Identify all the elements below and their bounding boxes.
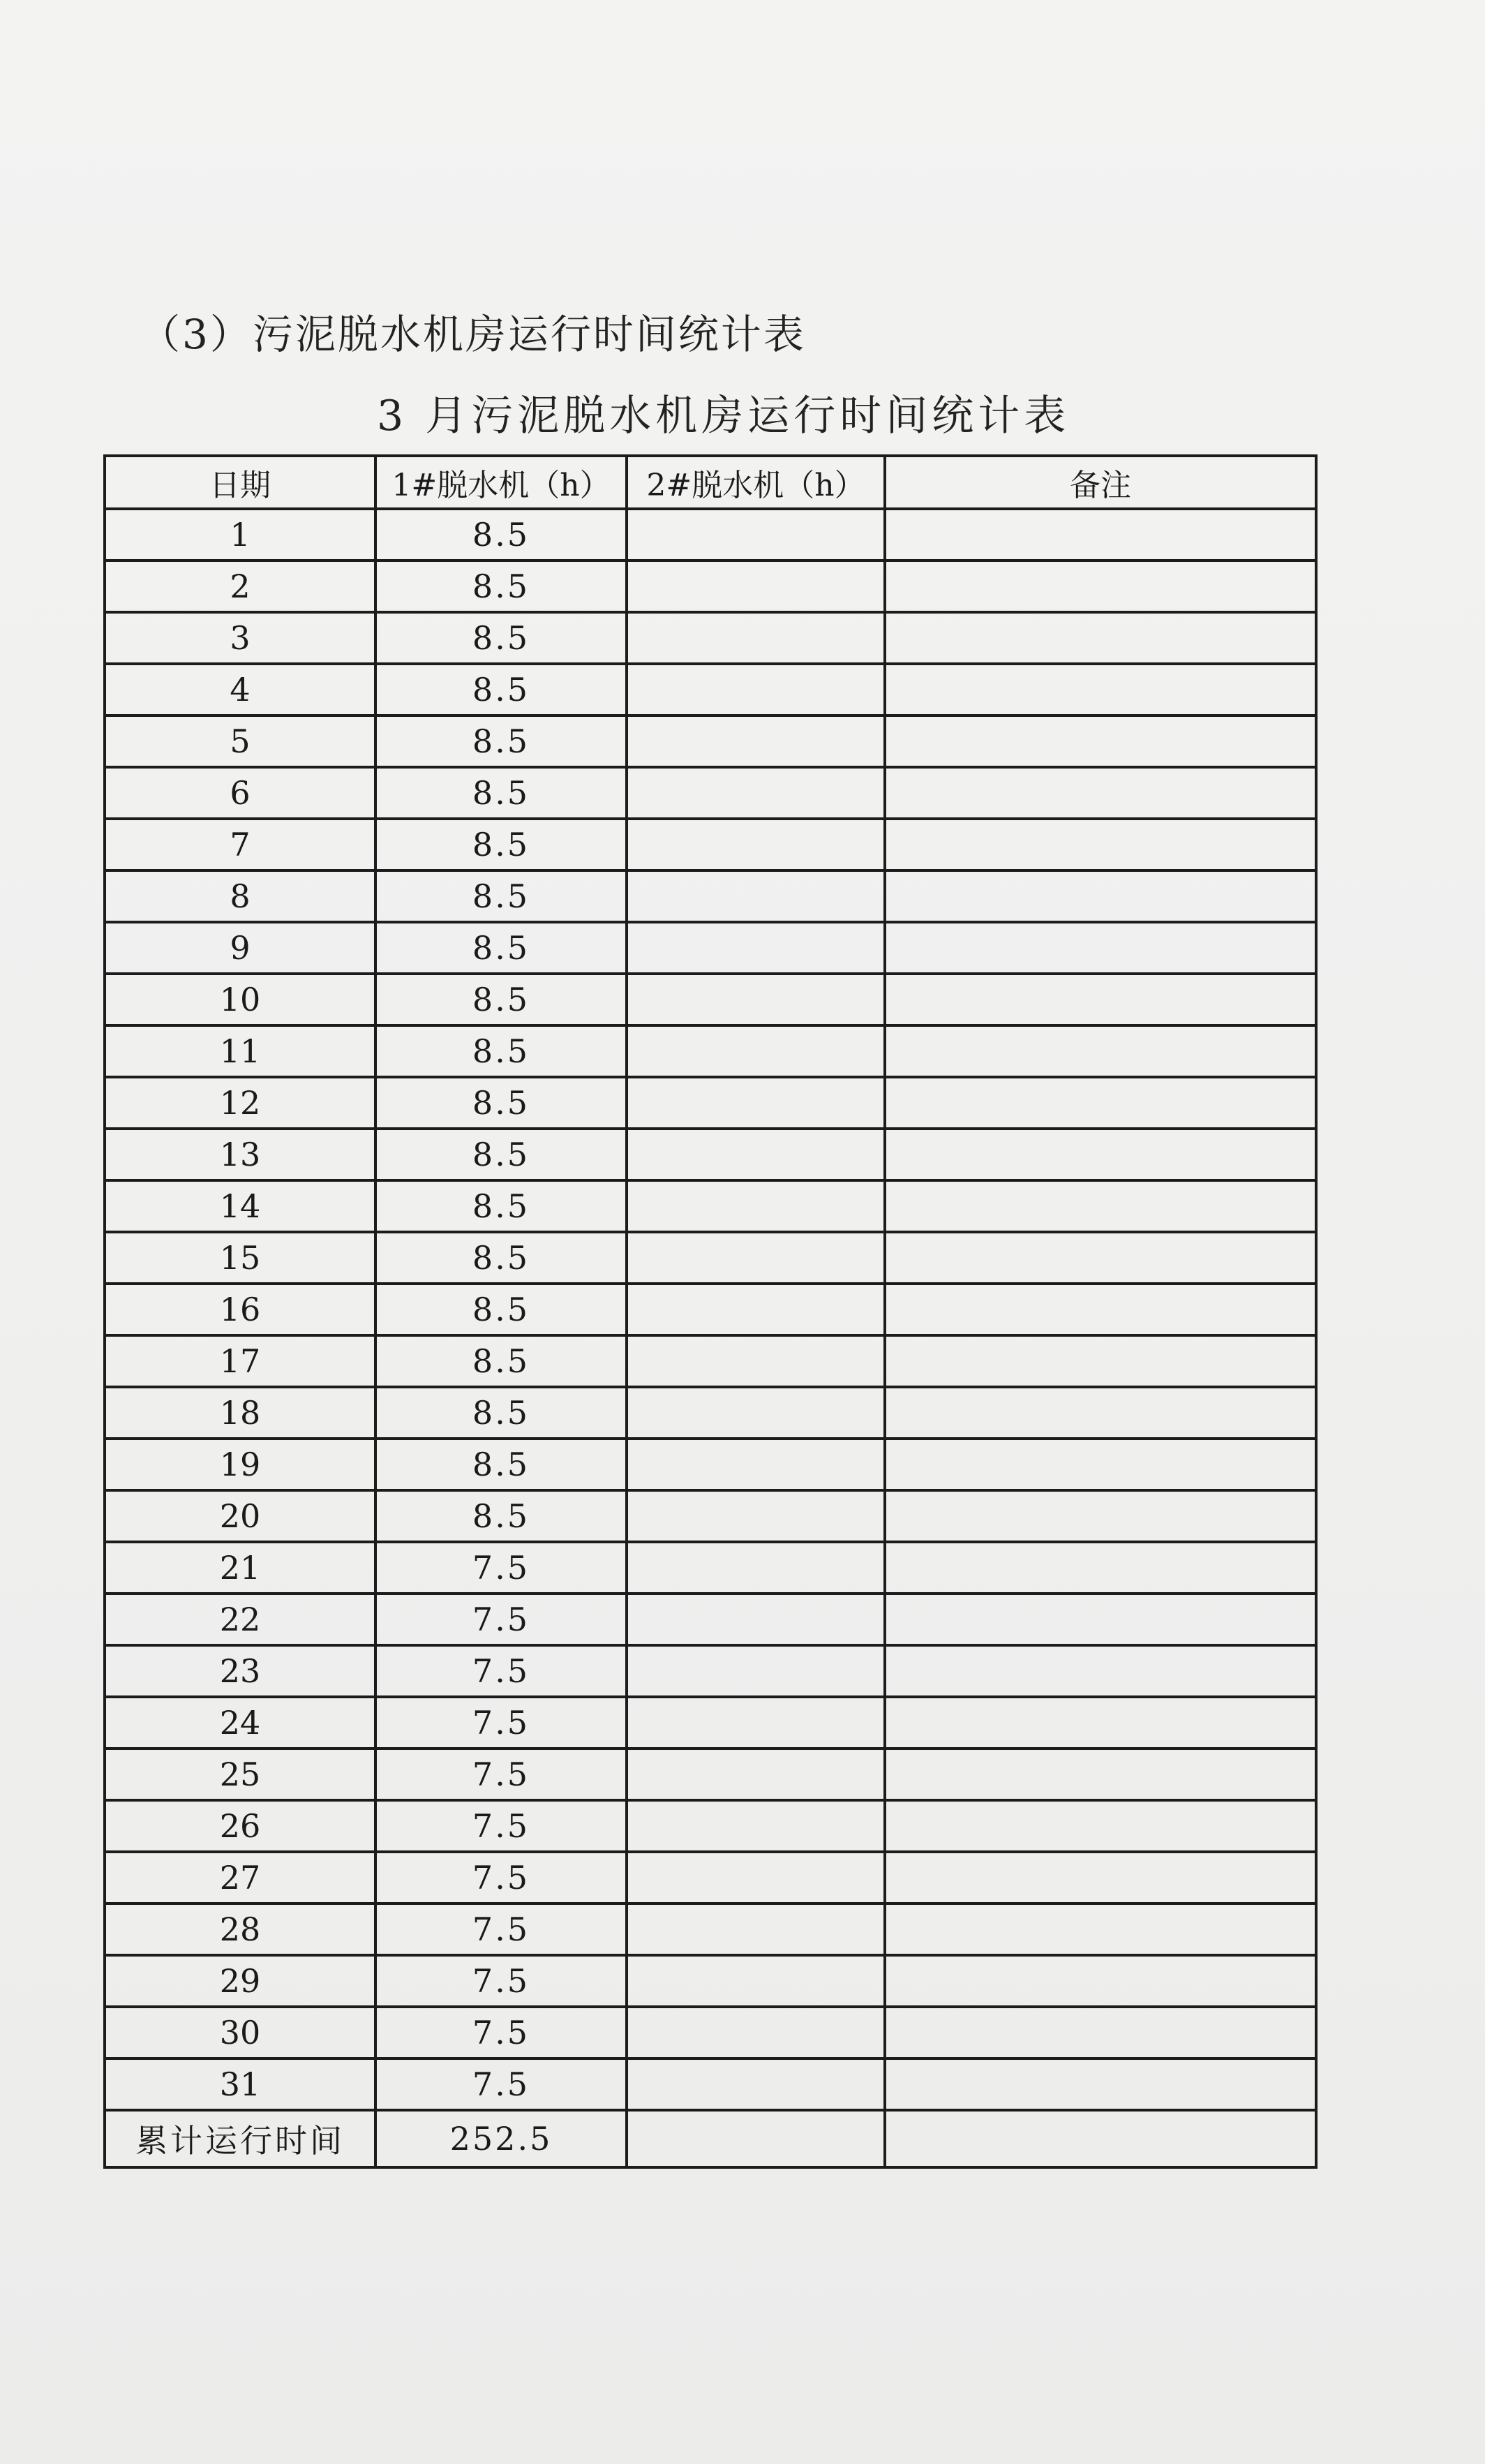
cell-machine2 (627, 870, 885, 922)
cell-date: 7 (105, 819, 375, 870)
table-row (105, 1490, 1316, 1542)
total-machine2 (627, 2110, 885, 2167)
cell-machine1: 7.5 (375, 1645, 627, 1697)
cell-remarks (885, 509, 1316, 561)
cell-date: 19 (105, 1439, 375, 1490)
cell-machine1: 8.5 (375, 509, 627, 561)
cell-remarks (885, 715, 1316, 767)
cell-machine1: 7.5 (375, 1697, 627, 1749)
cell-date: 31 (105, 2058, 375, 2110)
cell-date: 8 (105, 870, 375, 922)
cell-machine1: 8.5 (375, 1180, 627, 1232)
cell-machine2 (627, 1439, 885, 1490)
cell-date: 13 (105, 1129, 375, 1180)
cell-remarks (885, 1335, 1316, 1387)
cell-machine2 (627, 561, 885, 612)
header-remarks: 备注 (885, 456, 1316, 509)
cell-remarks (885, 1903, 1316, 1955)
cell-machine1: 8.5 (375, 1335, 627, 1387)
cell-date: 11 (105, 1025, 375, 1077)
cell-remarks (885, 1129, 1316, 1180)
cell-date: 17 (105, 1335, 375, 1387)
cell-machine2 (627, 1387, 885, 1439)
cell-machine2 (627, 1903, 885, 1955)
cell-remarks (885, 612, 1316, 664)
cell-machine1: 8.5 (375, 1387, 627, 1439)
cell-machine1: 8.5 (375, 1129, 627, 1180)
cell-machine1: 7.5 (375, 1903, 627, 1955)
header-date: 日期 (105, 456, 375, 509)
cell-remarks (885, 1697, 1316, 1749)
cell-remarks (885, 819, 1316, 870)
cell-machine2 (627, 819, 885, 870)
cell-machine2 (627, 1284, 885, 1335)
cell-machine2 (627, 1697, 885, 1749)
table-row (105, 1232, 1316, 1284)
table-row (105, 1335, 1316, 1387)
table-row (105, 1542, 1316, 1594)
cell-date: 30 (105, 2007, 375, 2058)
cell-machine2 (627, 715, 885, 767)
cell-date: 25 (105, 1749, 375, 1800)
cell-date: 23 (105, 1645, 375, 1697)
cell-date: 26 (105, 1800, 375, 1852)
table-body (105, 509, 1316, 2110)
cell-remarks (885, 2007, 1316, 2058)
cell-remarks (885, 561, 1316, 612)
cell-machine2 (627, 1542, 885, 1594)
cell-machine2 (627, 922, 885, 974)
cell-remarks (885, 1284, 1316, 1335)
header-machine1: 1#脱水机（h） (375, 456, 627, 509)
cell-machine1: 7.5 (375, 1852, 627, 1903)
total-remarks (885, 2110, 1316, 2167)
table-row (105, 1955, 1316, 2007)
cell-machine1: 8.5 (375, 922, 627, 974)
cell-machine2 (627, 1852, 885, 1903)
table-title: 3 月污泥脱水机房运行时间统计表 (377, 392, 1070, 440)
table-row (105, 715, 1316, 767)
cell-machine2 (627, 1749, 885, 1800)
table-row (105, 1284, 1316, 1335)
cell-machine2 (627, 1180, 885, 1232)
cell-remarks (885, 1180, 1316, 1232)
cell-machine2 (627, 509, 885, 561)
cell-machine1: 7.5 (375, 2058, 627, 2110)
table-row (105, 1387, 1316, 1439)
total-machine1: 252.5 (375, 2110, 627, 2167)
header-machine2: 2#脱水机（h） (627, 456, 885, 509)
table-row (105, 922, 1316, 974)
cell-machine1: 8.5 (375, 974, 627, 1025)
table-row (105, 974, 1316, 1025)
cell-remarks (885, 1232, 1316, 1284)
table-row (105, 1439, 1316, 1490)
cell-machine2 (627, 1025, 885, 1077)
cell-remarks (885, 1749, 1316, 1800)
cell-machine1: 8.5 (375, 715, 627, 767)
table-row (105, 2007, 1316, 2058)
cell-machine2 (627, 1232, 885, 1284)
cell-machine2 (627, 2058, 885, 2110)
cell-date: 2 (105, 561, 375, 612)
cell-date: 4 (105, 664, 375, 715)
cell-machine1: 7.5 (375, 1542, 627, 1594)
cell-machine1: 8.5 (375, 1284, 627, 1335)
table-row (105, 1645, 1316, 1697)
section-heading: （3）污泥脱水机房运行时间统计表 (140, 311, 806, 358)
cell-date: 21 (105, 1542, 375, 1594)
table-row (105, 1903, 1316, 1955)
cell-machine1: 8.5 (375, 1439, 627, 1490)
cell-date: 18 (105, 1387, 375, 1439)
cell-machine2 (627, 664, 885, 715)
cell-machine2 (627, 1594, 885, 1645)
total-row (105, 2110, 1316, 2167)
cell-date: 14 (105, 1180, 375, 1232)
cell-machine1: 8.5 (375, 1490, 627, 1542)
cell-remarks (885, 922, 1316, 974)
table-row (105, 1800, 1316, 1852)
cell-date: 12 (105, 1077, 375, 1129)
table-row (105, 1852, 1316, 1903)
cell-machine1: 8.5 (375, 819, 627, 870)
cell-remarks (885, 1077, 1316, 1129)
cell-machine1: 7.5 (375, 1800, 627, 1852)
cell-remarks (885, 1490, 1316, 1542)
cell-remarks (885, 1852, 1316, 1903)
cell-machine2 (627, 1800, 885, 1852)
cell-machine2 (627, 1129, 885, 1180)
cell-machine2 (627, 1335, 885, 1387)
cell-date: 22 (105, 1594, 375, 1645)
cell-date: 10 (105, 974, 375, 1025)
table-row (105, 819, 1316, 870)
cell-remarks (885, 1645, 1316, 1697)
cell-remarks (885, 664, 1316, 715)
runtime-table (103, 454, 1318, 2169)
table-row (105, 1594, 1316, 1645)
cell-machine1: 8.5 (375, 561, 627, 612)
table-row (105, 1077, 1316, 1129)
cell-machine2 (627, 1645, 885, 1697)
cell-machine2 (627, 1955, 885, 2007)
cell-machine2 (627, 974, 885, 1025)
cell-date: 5 (105, 715, 375, 767)
cell-date: 1 (105, 509, 375, 561)
cell-date: 9 (105, 922, 375, 974)
cell-machine1: 8.5 (375, 767, 627, 819)
cell-machine1: 8.5 (375, 664, 627, 715)
cell-date: 20 (105, 1490, 375, 1542)
cell-date: 15 (105, 1232, 375, 1284)
table-row (105, 2058, 1316, 2110)
cell-remarks (885, 870, 1316, 922)
cell-date: 27 (105, 1852, 375, 1903)
cell-machine2 (627, 1077, 885, 1129)
cell-machine2 (627, 2007, 885, 2058)
table-row (105, 1025, 1316, 1077)
cell-machine1: 7.5 (375, 2007, 627, 2058)
table-row (105, 1129, 1316, 1180)
cell-date: 24 (105, 1697, 375, 1749)
cell-machine2 (627, 612, 885, 664)
cell-remarks (885, 1594, 1316, 1645)
table-row (105, 509, 1316, 561)
cell-remarks (885, 767, 1316, 819)
cell-machine2 (627, 1490, 885, 1542)
cell-date: 16 (105, 1284, 375, 1335)
cell-machine1: 7.5 (375, 1955, 627, 2007)
table-row (105, 561, 1316, 612)
cell-date: 29 (105, 1955, 375, 2007)
cell-remarks (885, 1542, 1316, 1594)
table-row (105, 870, 1316, 922)
cell-machine1: 8.5 (375, 612, 627, 664)
cell-date: 28 (105, 1903, 375, 1955)
cell-machine1: 8.5 (375, 1025, 627, 1077)
cell-remarks (885, 1025, 1316, 1077)
cell-remarks (885, 2058, 1316, 2110)
cell-machine1: 7.5 (375, 1594, 627, 1645)
cell-date: 3 (105, 612, 375, 664)
cell-machine1: 7.5 (375, 1749, 627, 1800)
table-row (105, 767, 1316, 819)
cell-remarks (885, 1955, 1316, 2007)
table-row (105, 612, 1316, 664)
cell-machine1: 8.5 (375, 1232, 627, 1284)
table-row (105, 664, 1316, 715)
cell-date: 6 (105, 767, 375, 819)
cell-machine1: 8.5 (375, 870, 627, 922)
table-header-row (105, 456, 1316, 509)
table-row (105, 1697, 1316, 1749)
cell-remarks (885, 1387, 1316, 1439)
cell-remarks (885, 1439, 1316, 1490)
cell-remarks (885, 1800, 1316, 1852)
table-row (105, 1180, 1316, 1232)
cell-machine2 (627, 767, 885, 819)
cell-remarks (885, 974, 1316, 1025)
cell-machine1: 8.5 (375, 1077, 627, 1129)
total-label: 累计运行时间 (105, 2110, 375, 2167)
table-row (105, 1749, 1316, 1800)
